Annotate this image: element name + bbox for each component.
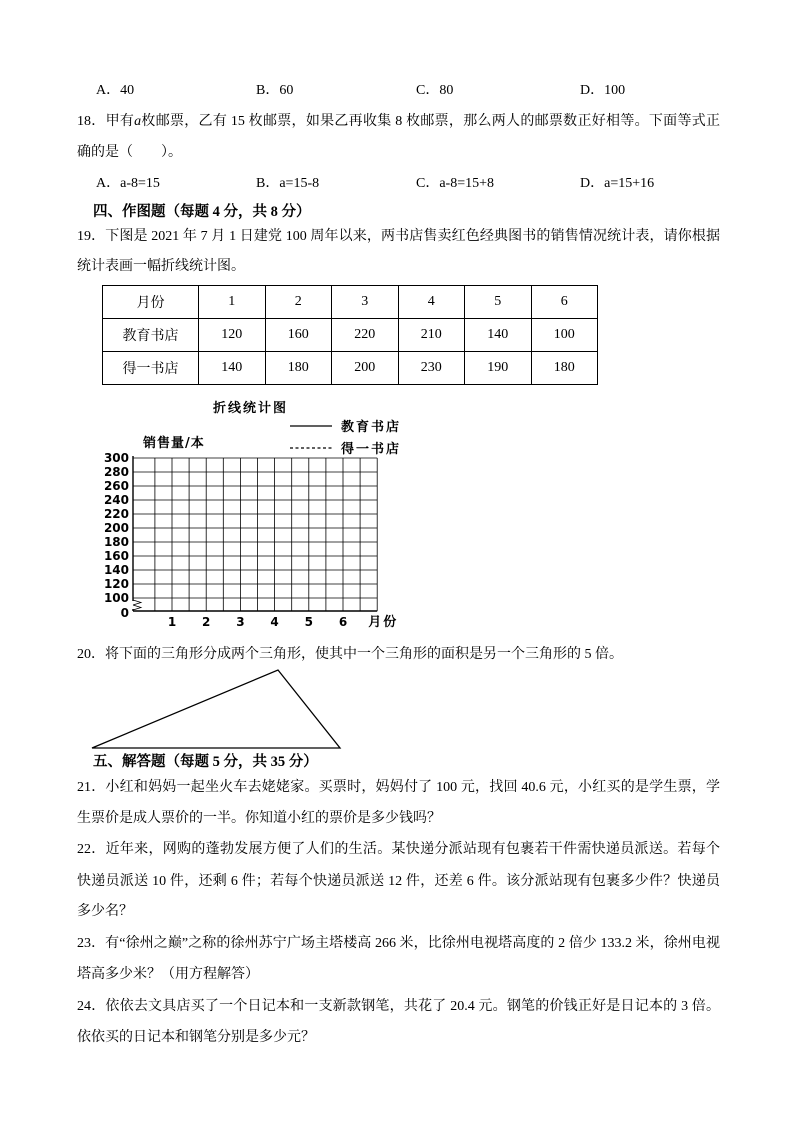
y-tick-label-260: 260 [103, 479, 129, 493]
x-tick-label-5: 5 [304, 615, 313, 629]
q20-line-1: 20．将下面的三角形分成两个三角形，使其中一个三角形的面积是另一个三角形的 5 倍。 [77, 647, 623, 662]
triangle-figure [85, 660, 350, 755]
y-tick-label-140: 140 [103, 563, 129, 577]
q18-option-a: A．a-8=15 [96, 176, 160, 191]
y-tick-label-200: 200 [103, 521, 129, 535]
q18-line-2: 确的是（ ）。 [77, 145, 182, 160]
header-cell-month-1: 1 [199, 286, 266, 319]
y-tick-label-300: 300 [103, 451, 129, 465]
table-cell: 190 [465, 352, 532, 385]
q18-line-1 [77, 111, 720, 133]
x-tick-label-2: 2 [202, 615, 211, 629]
table-cell: 140 [199, 352, 266, 385]
chart-title: 折线统计图 [213, 401, 289, 416]
table-cell: 140 [465, 319, 532, 352]
table-cell: 180 [265, 352, 332, 385]
y-tick-label-160: 160 [103, 549, 129, 563]
header-cell-month-2: 2 [265, 286, 332, 319]
q23-line-2: 塔高多少米？（用方程解答） [77, 967, 259, 982]
y-tick-label-180: 180 [103, 535, 129, 549]
sales-statistics-table [102, 285, 598, 385]
header-cell-month-4: 4 [398, 286, 465, 319]
q18-option-c: C．a-8=15+8 [416, 176, 495, 191]
header-cell-month-6: 6 [531, 286, 598, 319]
table-cell: 180 [531, 352, 598, 385]
y-tick-label-280: 280 [103, 465, 129, 479]
table-cell: 210 [398, 319, 465, 352]
y-axis-label: 销售量/本 [143, 436, 205, 451]
y-tick-label-240: 240 [103, 493, 129, 507]
table-cell: 230 [398, 352, 465, 385]
legend-label-1: 教育书店 [341, 420, 402, 435]
q18-stem-rest: 枚邮票，乙有 15 枚邮票，如果乙再收集 8 枚邮票，那么两人的邮票数正好相等。下面等式正 [141, 114, 720, 129]
table-cell: 160 [265, 319, 332, 352]
table-row-bookstore-1 [103, 319, 598, 352]
legend-label-2: 得一书店 [341, 442, 402, 457]
table-cell: 120 [199, 319, 266, 352]
q23-line-1: 23．有“徐州之巅”之称的徐州苏宁广场主塔楼高 266 米，比徐州电视塔高度的 2 倍少 133.2 米，徐州电视 [77, 936, 720, 951]
row-label-bookstore-2: 得一书店 [103, 352, 199, 385]
q17-option-a: A．40 [96, 83, 135, 98]
table-row-bookstore-2 [103, 352, 598, 385]
table-header-row [103, 286, 598, 319]
y-tick-label-220: 220 [103, 507, 129, 521]
x-tick-label-4: 4 [270, 615, 279, 629]
q21-line-1: 21．小红和妈妈一起坐火车去姥姥家。买票时，妈妈付了 100 元，找回 40.6 元，小红买的是学生票，学 [77, 780, 720, 795]
section-5-heading: 五、解答题（每题 5 分，共 35 分） [93, 754, 318, 770]
x-tick-label-1: 1 [167, 615, 177, 629]
blank-line-chart-grid [90, 395, 420, 635]
table-cell: 100 [531, 319, 598, 352]
q19-line-1: 19．下图是 2021 年 7 月 1 日建党 100 周年以来，两书店售卖红色经典图书的销售情况统计表，请你根据 [77, 229, 720, 244]
q17-option-d: D．100 [580, 83, 626, 98]
q17-option-c: C．80 [416, 83, 454, 98]
q19-line-2: 统计表画一幅折线统计图。 [77, 259, 245, 274]
q24-line-1: 24．依依去文具店买了一个日记本和一支新款钢笔，共花了 20.4 元。钢笔的价钱正好是日记本的 3 倍。 [77, 999, 720, 1014]
x-tick-label-6: 6 [338, 615, 348, 629]
q18-option-d: D．a=15+16 [580, 176, 655, 191]
q22-line-1: 22．近年来，网购的蓬勃发展方便了人们的生活。某快递分派站现有包裹若干件需快递员派送。若每个 [77, 842, 720, 857]
q18-variable-a: a [134, 114, 142, 129]
y-tick-label-100: 100 [103, 591, 129, 605]
q22-line-2: 快递员派送 10 件，还剩 6 件；若每个快递员派送 12 件，还差 6 件。该分派站现有包裹多少件？快递员 [77, 874, 720, 889]
q24-line-2: 依依买的日记本和钢笔分别是多少元？ [77, 1030, 315, 1045]
q18-option-b: B．a=15-8 [256, 176, 320, 191]
q18-stem-start: 18．甲有 [77, 114, 135, 129]
x-tick-label-3: 3 [236, 615, 245, 629]
row-label-bookstore-1: 教育书店 [103, 319, 199, 352]
table-cell: 200 [332, 352, 399, 385]
section-4-heading: 四、作图题（每题 4 分，共 8 分） [93, 204, 311, 220]
y-origin-label: 0 [120, 606, 129, 620]
q22-line-3: 多少名？ [77, 904, 133, 919]
y-tick-label-120: 120 [103, 577, 129, 591]
triangle [92, 670, 340, 748]
header-cell-month-3: 3 [332, 286, 399, 319]
header-cell-month: 月份 [103, 286, 199, 319]
q17-option-b: B．60 [256, 83, 294, 98]
q21-line-2: 生票价是成人票价的一半。你知道小红的票价是多少钱吗？ [77, 811, 441, 826]
x-axis-label: 月份 [368, 615, 399, 630]
table-cell: 220 [332, 319, 399, 352]
header-cell-month-5: 5 [465, 286, 532, 319]
